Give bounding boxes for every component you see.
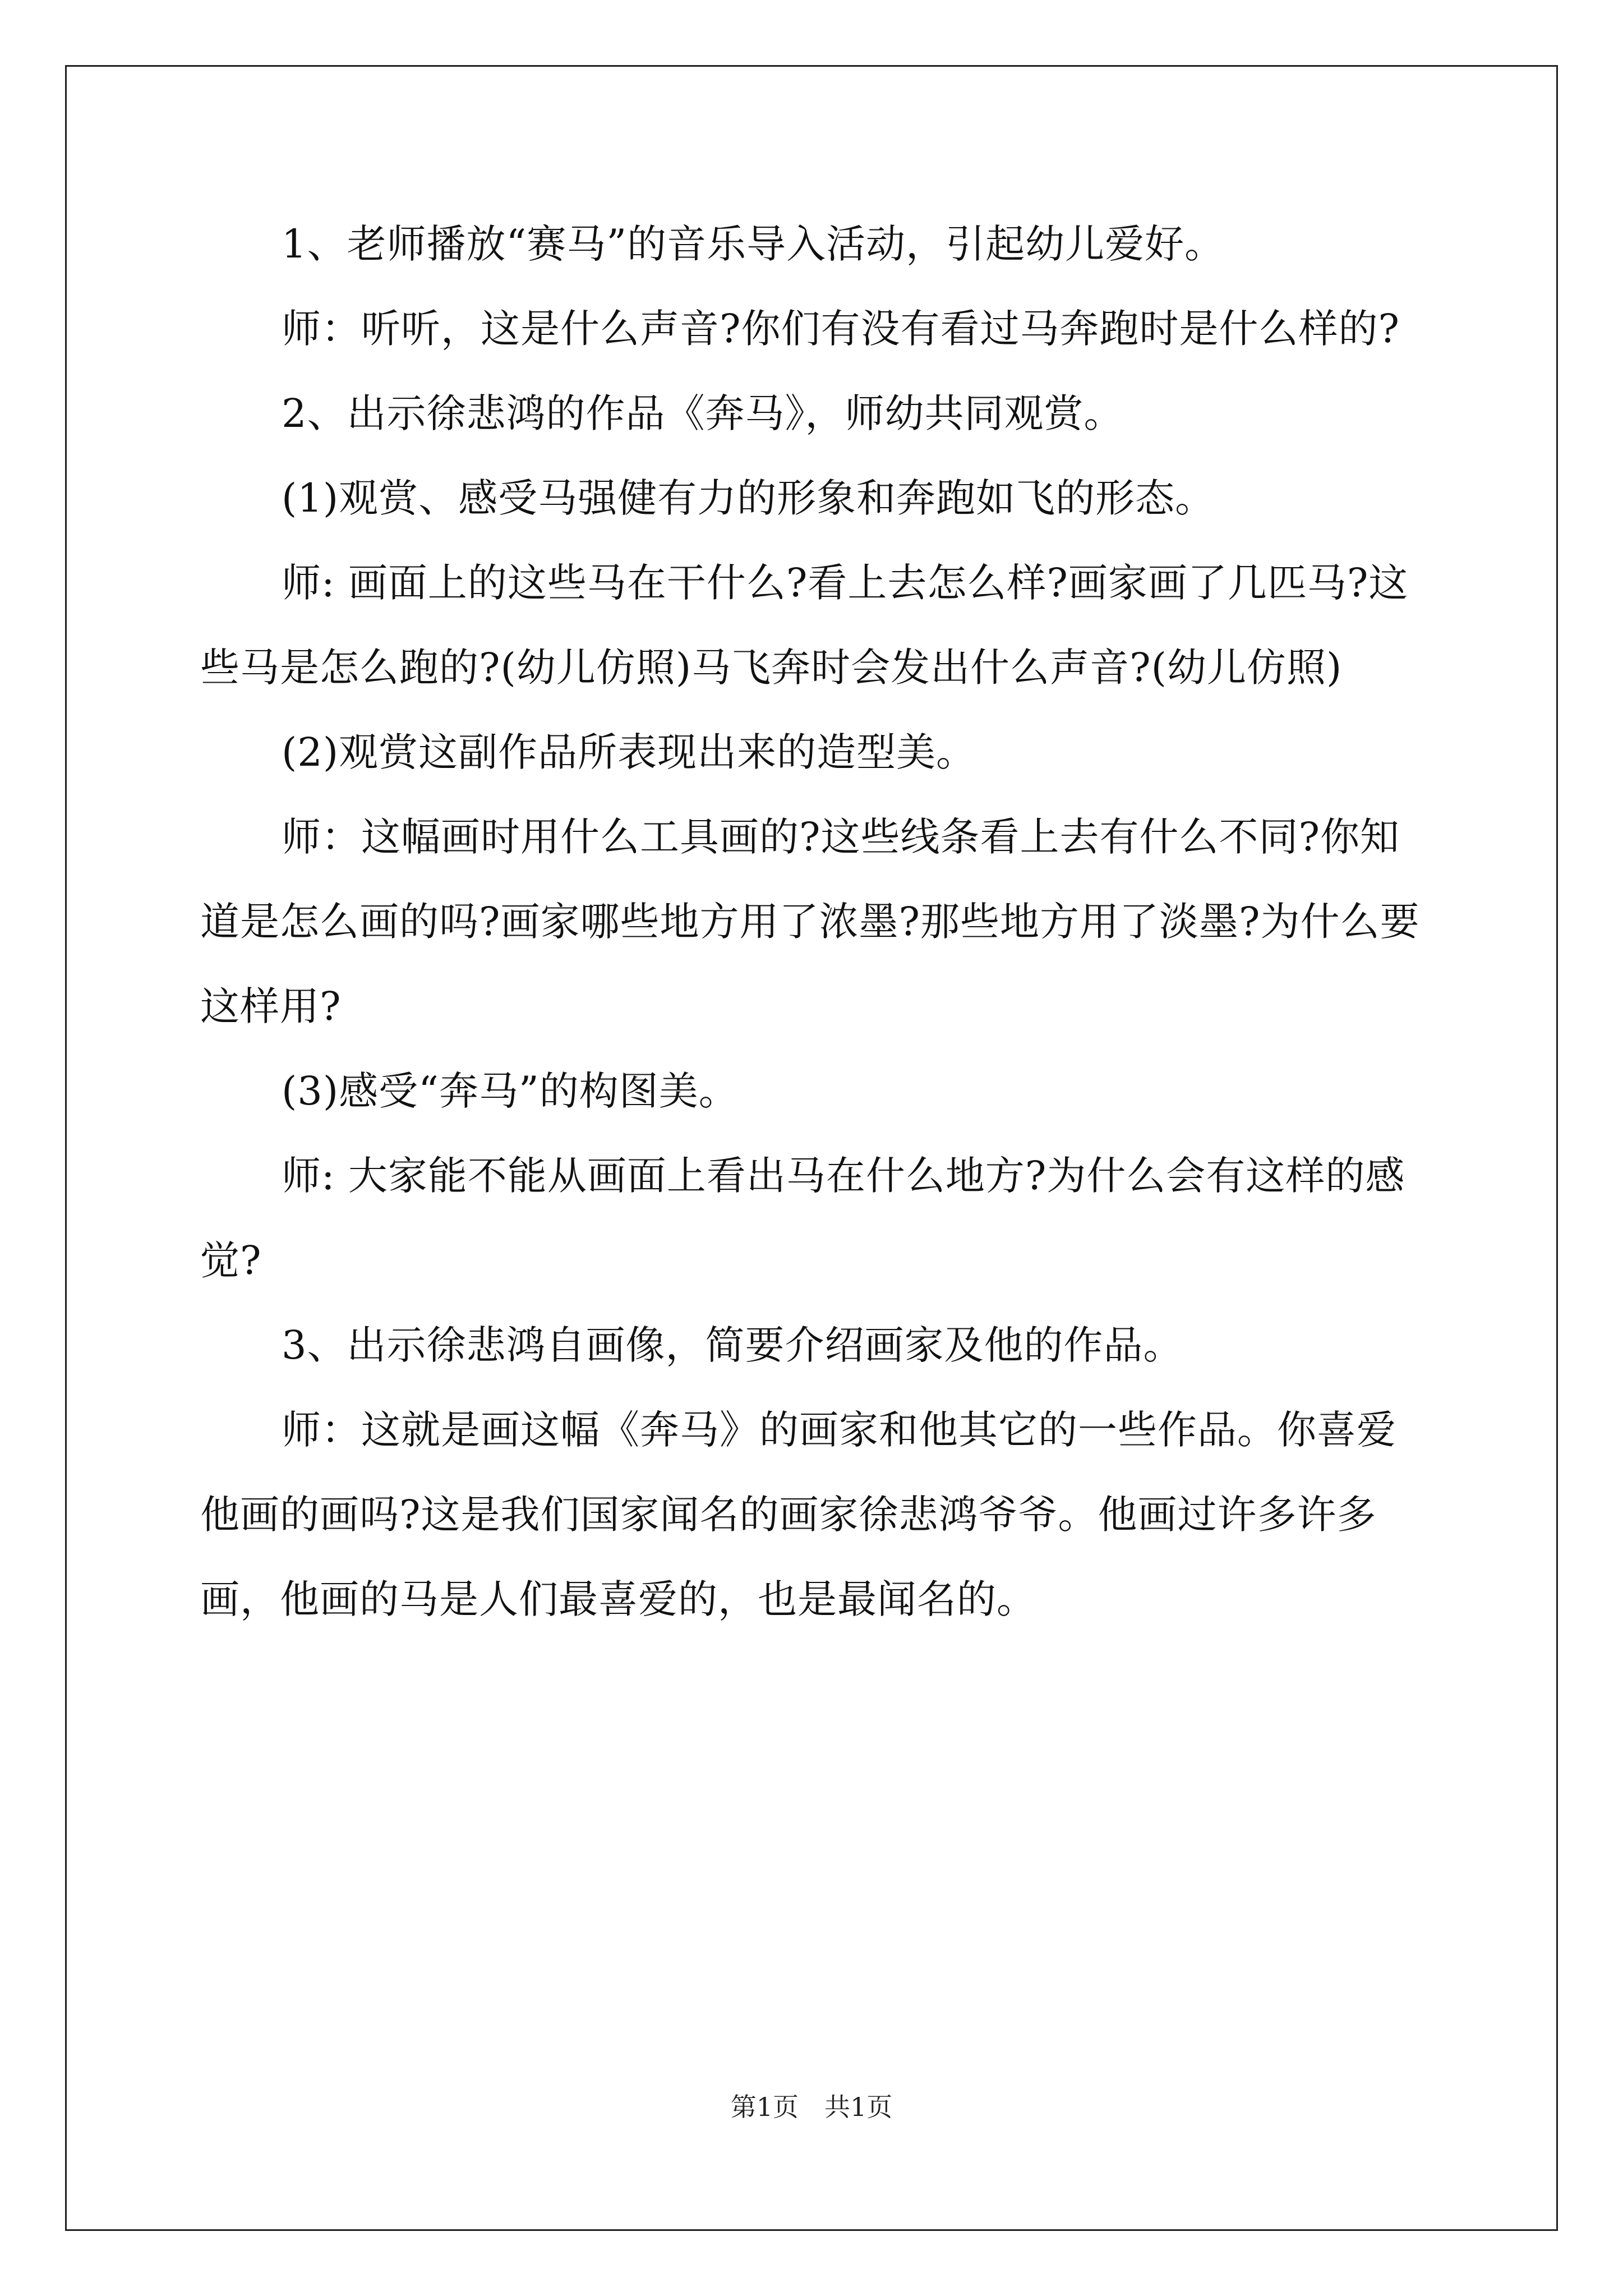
paragraph: (1)观赏、感受马强健有力的形象和奔跑如飞的形态。 [282,475,1215,521]
paragraph: 2、出示徐悲鸿的作品《奔马》，师幼共同观赏。 [282,390,1124,436]
page-footer: 第1页 共1页 [730,2092,893,2122]
paragraph: 师: 大家能不能从画面上看出马在什么地方?为什么会有这样的感觉? [200,1153,1405,1283]
paragraph: 3、出示徐悲鸿自画像，简要介绍画家及他的作品。 [282,1322,1183,1368]
paragraph: 师：听听，这是什么声音?你们有没有看过马奔跑时是什么样的? [282,306,1400,352]
paragraph: (2)观赏这副作品所表现出来的造型美。 [282,729,976,775]
paragraph: 师：这幅画时用什么工具画的?这些线条看上去有什么不同?你知道是怎么画的吗?画家哪些地方用了浓墨?那些地方用了淡墨?为什么要这样用? [200,814,1420,1029]
paragraph: (3)感受“奔马”的构图美。 [282,1068,739,1114]
document-body [200,202,1434,1642]
paragraph: 1、老师播放“赛马”的音乐导入活动，引起幼儿爱好。 [282,221,1225,267]
paragraph: 师: 画面上的这些马在干什么?看上去怎么样?画家画了几匹马?这些马是怎么跑的?(幼儿仿照)马飞奔时会发出什么声音?(幼儿仿照) [200,560,1409,691]
paragraph: 师：这就是画这幅《奔马》的画家和他其它的一些作品。你喜爱他画的画吗?这是我们国家闻名的画家徐悲鸿爷爷。他画过许多许多画，他画的马是人们最喜爱的，也是最闻名的。 [200,1407,1396,1622]
